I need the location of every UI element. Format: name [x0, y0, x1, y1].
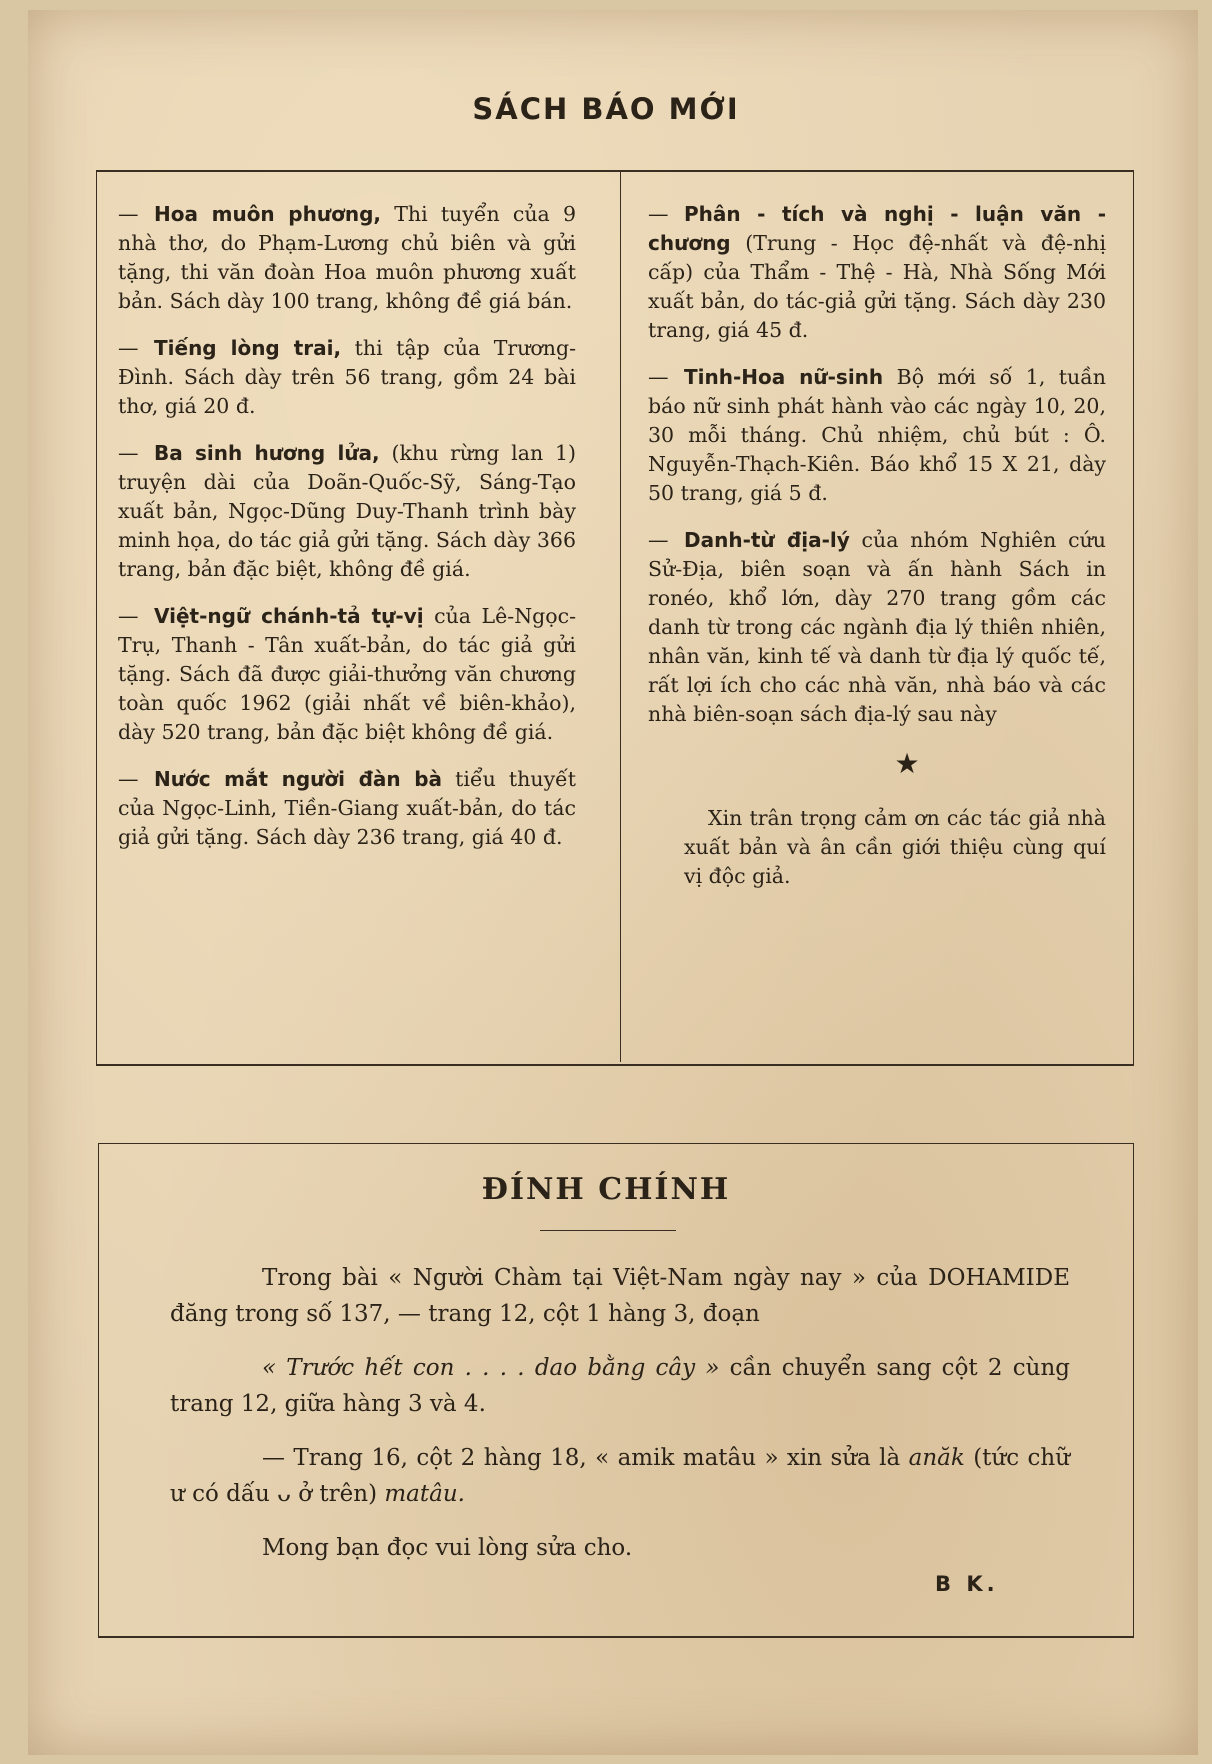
- book-desc: Thi tuyển của 9 nhà thơ, do Phạm-Lương chủ biên và gửi tặng, thi văn đoàn Hoa muôn phương xuất bản. Sách dày 100 trang, không đề giá bán.: [118, 202, 576, 313]
- book-desc: (khu rừng lan 1) truyện dài của Doãn-Quốc-Sỹ, Sáng-Tạo xuất bản, Ngọc-Dũng Duy-Thanh trình bày minh họa, do tác giả gửi tặng. Sách dày 366 trang, bản đặc biệt, không đề giá.: [118, 441, 576, 581]
- signature: B K.: [935, 1572, 999, 1596]
- thanks-note: Xin trân trọng cảm ơn các tác giả nhà xuất bản và ân cần giới thiệu cùng quí vị độc giả.: [684, 806, 1106, 888]
- errata-paragraph: Mong bạn đọc vui lòng sửa cho.: [262, 1535, 633, 1561]
- book-name: Ba sinh hương lửa,: [154, 441, 380, 465]
- right-column: [648, 200, 1106, 891]
- book-entry: — Tinh-Hoa nữ-sinh Bộ mới số 1, tuần báo nữ sinh phát hành vào các ngày 10, 20, 30 mỗi tháng. Chủ nhiệm, chủ bút : Ô. Nguyễn-Thạch-Kiên. Báo khổ 15 X 21, dày 50 trang, giá 5 đ.: [648, 365, 1106, 505]
- book-desc: tiểu thuyết của Ngọc-Linh, Tiền-Giang xuất-bản, do tác giả gửi tặng. Sách dày 236 trang, giá 40 đ.: [118, 767, 576, 849]
- book-name: Nước mắt người đàn bà: [154, 767, 443, 791]
- page-title: SÁCH BÁO MỚI: [472, 92, 740, 126]
- book-name: Phân - tích và nghị - luận văn - chương: [648, 202, 1106, 255]
- book-desc: của nhóm Nghiên cứu Sử-Địa, biên soạn và ấn hành Sách in ronéo, khổ lớn, dày 270 trang gồm các danh từ trong các ngành địa lý thiên nhiên, nhân văn, kinh tế và danh từ địa lý quốc tế, rất lợi ích cho các nhà văn, nhà báo và các nhà biên-soạn sách địa-lý sau này: [648, 528, 1107, 726]
- errata-body: [170, 1260, 1070, 1584]
- book-entry: — Phân - tích và nghị - luận văn - chương (Trung - Học đệ-nhất và đệ-nhị cấp) của Thẩm - Thệ - Hà, Nhà Sống Mới xuất bản, do tác-giả gửi tặng. Sách dày 230 trang, giá 45 đ.: [648, 202, 1106, 342]
- quoted-passage: « Trước hết con . . . . dao bằng cây »: [262, 1355, 720, 1381]
- book-desc: thi tập của Trương-Đình. Sách dày trên 56 trang, gồm 24 bài thơ, giá 20 đ.: [118, 336, 576, 418]
- book-name: Hoa muôn phương,: [154, 202, 381, 226]
- errata-paragraph: — Trang 16, cột 2 hàng 18, « amik matâu » xin sửa là anăk (tức chữ ư có dấu ᴗ ở trên) matâu.: [170, 1445, 1071, 1507]
- book-entry: — Hoa muôn phương, Thi tuyển của 9 nhà thơ, do Phạm-Lương chủ biên và gửi tặng, thi văn đoàn Hoa muôn phương xuất bản. Sách dày 100 trang, không đề giá bán.: [118, 202, 576, 313]
- column-divider: [620, 172, 621, 1062]
- left-column: [118, 200, 576, 870]
- errata-paragraph: « Trước hết con . . . . dao bằng cây » cần chuyển sang cột 2 cùng trang 12, giữa hàng 3 và 4.: [170, 1355, 1070, 1417]
- book-name: Tinh-Hoa nữ-sinh: [684, 365, 884, 389]
- errata-paragraph: Trong bài « Người Chàm tại Việt-Nam ngày nay » của DOHAMIDE đăng trong số 137, — trang 12, cột 1 hàng 3, đoạn: [170, 1265, 1070, 1327]
- book-entry: — Danh-từ địa-lý của nhóm Nghiên cứu Sử-Địa, biên soạn và ấn hành Sách in ronéo, khổ lớn, dày 270 trang gồm các danh từ trong các ngành địa lý thiên nhiên, nhân văn, kinh tế và danh từ địa lý quốc tế, rất lợi ích cho các nhà văn, nhà báo và các nhà biên-soạn sách địa-lý sau này: [648, 528, 1107, 726]
- book-entry: — Ba sinh hương lửa, (khu rừng lan 1) truyện dài của Doãn-Quốc-Sỹ, Sáng-Tạo xuất bản, Ngọc-Dũng Duy-Thanh trình bày minh họa, do tác giả gửi tặng. Sách dày 366 trang, bản đặc biệt, không đề giá.: [118, 441, 576, 581]
- book-desc: của Lê-Ngọc-Trụ, Thanh - Tân xuất-bản, do tác giả gửi tặng. Sách đã được giải-thưởng văn chương toàn quốc 1962 (giải nhất về biên-khảo), dày 520 trang, bản đặc biệt không đề giá.: [118, 604, 576, 744]
- book-name: Việt-ngữ chánh-tả tự-vị: [154, 604, 424, 628]
- book-desc: Bộ mới số 1, tuần báo nữ sinh phát hành vào các ngày 10, 20, 30 mỗi tháng. Chủ nhiệm, chủ bút : Ô. Nguyễn-Thạch-Kiên. Báo khổ 15 X 21, dày 50 trang, giá 5 đ.: [648, 365, 1106, 505]
- book-desc: (Trung - Học đệ-nhất và đệ-nhị cấp) của Thẩm - Thệ - Hà, Nhà Sống Mới xuất bản, do tác-giả gửi tặng. Sách dày 230 trang, giá 45 đ.: [648, 231, 1106, 342]
- book-name: Tiếng lòng trai,: [154, 336, 342, 360]
- errata-title: ĐÍNH CHÍNH: [481, 1172, 731, 1207]
- book-entry: — Tiếng lòng trai, thi tập của Trương-Đình. Sách dày trên 56 trang, gồm 24 bài thơ, giá 20 đ.: [118, 336, 576, 418]
- book-entry: — Nước mắt người đàn bà tiểu thuyết của Ngọc-Linh, Tiền-Giang xuất-bản, do tác giả gửi tặng. Sách dày 236 trang, giá 40 đ.: [118, 767, 576, 849]
- book-name: Danh-từ địa-lý: [684, 528, 850, 552]
- title-underline: [540, 1230, 676, 1231]
- star-icon: ★: [894, 747, 920, 780]
- book-entry: — Việt-ngữ chánh-tả tự-vị của Lê-Ngọc-Trụ, Thanh - Tân xuất-bản, do tác giả gửi tặng. Sách đã được giải-thưởng văn chương toàn quốc 1962 (giải nhất về biên-khảo), dày 520 trang, bản đặc biệt không đề giá.: [118, 604, 576, 744]
